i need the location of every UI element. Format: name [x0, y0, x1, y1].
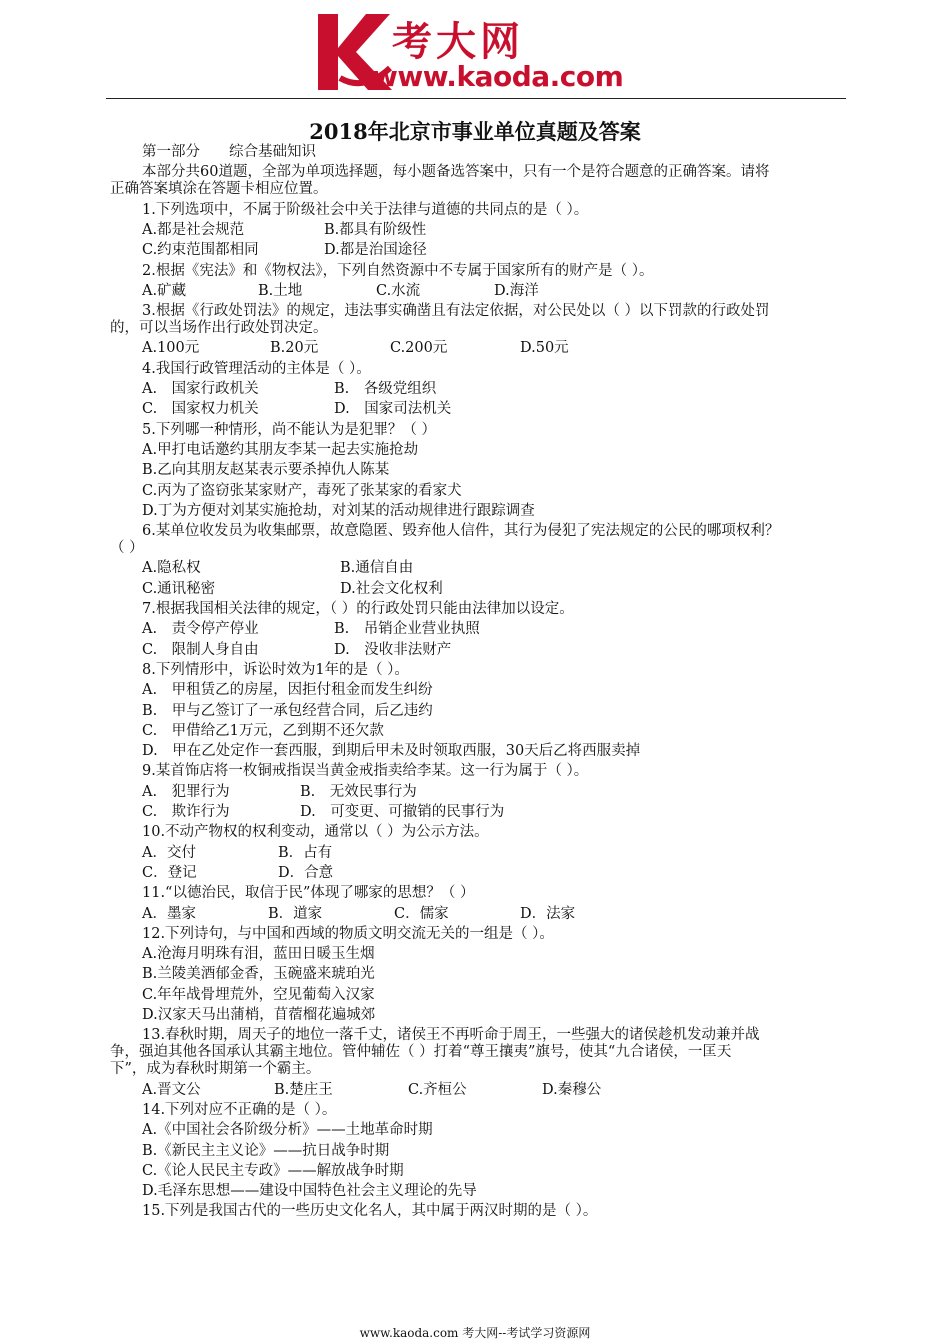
question-stem: 13.春秋时期，周天子的地位一落千丈，诸侯王不再听命于周王，一些强大的诸侯趁机发动兼并战 [142, 1027, 760, 1044]
answer-option: A. 甲租赁乙的房屋，因拒付租金而发生纠纷 [142, 682, 433, 699]
question-stem: 争，强迫其他各国承认其霸主地位。管仲辅佐（ ）打着“尊王攘夷”旗号，使其“九合诸侯，一匡天 [110, 1044, 732, 1061]
answer-option: D. 甲在乙处定作一套西服，到期后甲未及时领取西服，30天后乙将西服卖掉 [142, 743, 641, 760]
answer-option: B.通信自由 [340, 560, 414, 577]
answer-option: A.100元 [142, 340, 200, 357]
answer-option: A.晋文公 [142, 1081, 201, 1098]
answer-option: C．儒家 [394, 905, 449, 922]
question-stem: 10.不动产物权的权利变动，通常以（ ）为公示方法。 [142, 824, 489, 841]
answer-option: A.甲打电话邀约其朋友李某一起去实施抢劫 [142, 441, 419, 458]
answer-option: C. 限制人身自由 [142, 641, 259, 658]
question-stem: 5.下列哪一种情形，尚不能认为是犯罪？（ ） [142, 421, 436, 438]
answer-option: A. 国家行政机关 [142, 381, 259, 397]
answer-option: A. 犯罪行为 [142, 783, 230, 800]
brand-url: www.kaoda.com [372, 60, 624, 93]
answer-option: C.年年战骨埋荒外，空见葡萄入汉家 [142, 986, 375, 1003]
question-stem: 15.下列是我国古代的一些历史文化名人，其中属于两汉时期的是（ ）。 [142, 1203, 598, 1220]
answer-option: C.约束范围都相同 [142, 242, 259, 259]
answer-option: B．占有 [278, 844, 333, 861]
answer-option: C.200元 [390, 340, 448, 357]
question-stem: 3.根据《行政处罚法》的规定，违法事实确凿且有法定依据，对公民处以（ ）以下罚款的行政处罚 [142, 303, 770, 320]
answer-option: B.兰陵美酒郁金香，玉碗盛来琥珀光 [142, 966, 375, 983]
answer-option: A.《中国社会各阶级分析》——土地革命时期 [142, 1122, 433, 1139]
question-stem: 9.某首饰店将一枚铜戒指误当黄金戒指卖给李某。这一行为属于（ ）。 [142, 763, 589, 780]
intro-line: 正确答案填涂在答题卡相应位置。 [110, 181, 328, 198]
question-stem: 4.我国行政管理活动的主体是（ ）。 [142, 360, 371, 377]
answer-option: B. 吊销企业营业执照 [334, 621, 480, 638]
question-stem: 1.下列选项中，不属于阶级社会中关于法律与道德的共同点的是（ ）。 [142, 201, 589, 218]
site-logo [314, 8, 644, 94]
question-stem: 14.下列对应不正确的是（ ）。 [142, 1101, 337, 1118]
question-stem: 8.下列情形中，诉讼时效为1年的是（ ）。 [142, 661, 409, 678]
question-stem: （ ） [110, 540, 144, 557]
question-stem: 下”，成为春秋时期第一个霸主。 [110, 1061, 321, 1078]
answer-option: A.都是社会规范 [142, 221, 245, 238]
answer-option: C.齐桓公 [408, 1081, 467, 1098]
answer-option: D．法家 [520, 905, 576, 922]
answer-option: C.通讯秘密 [142, 580, 216, 597]
question-stem: 2.根据《宪法》和《物权法》，下列自然资源中不专属于国家所有的财产是（ ）。 [142, 262, 654, 279]
intro-line: 本部分共60道题，全部为单项选择题，每小题备选答案中，只有一个是符合题意的正确答案。请将 [142, 164, 770, 181]
part-heading: 第一部分 综合基础知识 [142, 144, 316, 160]
answer-option: C.《论人民民主专政》——解放战争时期 [142, 1162, 404, 1179]
answer-option: B.乙向其朋友赵某表示要杀掉仇人陈某 [142, 462, 390, 479]
answer-option: D.丁为方便对刘某实施抢劫，对刘某的活动规律进行跟踪调查 [142, 502, 535, 519]
answer-option: C．登记 [142, 864, 197, 881]
answer-option: C.丙为了盗窃张某家财产，毒死了张某家的看家犬 [142, 482, 462, 499]
page-title: 2018年北京市事业单位真题及答案 [309, 119, 641, 144]
answer-option: C. 欺诈行为 [142, 804, 230, 820]
question-stem: 的，可以当场作出行政处罚决定。 [110, 320, 328, 337]
question-stem: 11.“以德治民，取信于民”体现了哪家的思想？（ ） [142, 885, 475, 902]
header-divider [106, 98, 846, 99]
answer-option: D.社会文化权利 [340, 580, 443, 597]
answer-option: A．墨家 [142, 905, 196, 922]
answer-option: D.海洋 [494, 282, 539, 299]
page-footer: www.kaoda.com 考大网--考试学习资源网 [359, 1326, 591, 1340]
answer-option: D.都是治国途径 [324, 242, 427, 259]
answer-option: A.隐私权 [142, 560, 201, 577]
question-stem: 12.下列诗句，与中国和西域的物质文明交流无关的一组是（ ）。 [142, 925, 554, 942]
question-stem: 7.根据我国相关法律的规定，（ ）的行政处罚只能由法律加以设定。 [142, 601, 574, 617]
answer-option: C.水流 [376, 282, 421, 299]
answer-option: D. 可变更、可撤销的民事行为 [300, 804, 505, 820]
answer-option: A. 责令停产停业 [142, 621, 259, 638]
answer-option: D．合意 [278, 864, 334, 881]
answer-option: B. 无效民事行为 [300, 783, 417, 800]
brand-name: 考大网 [392, 19, 524, 65]
question-stem: 6.某单位收发员为收集邮票，故意隐匿、毁弃他人信件，其行为侵犯了宪法规定的公民的哪项权利？ [142, 523, 780, 540]
answer-option: B.土地 [258, 282, 303, 299]
answer-option: B.20元 [270, 340, 319, 357]
answer-option: A.矿藏 [142, 282, 187, 299]
answer-option: A．交付 [142, 844, 196, 861]
answer-option: B. 各级党组织 [334, 381, 437, 397]
answer-option: D.毛泽东思想——建设中国特色社会主义理论的先导 [142, 1183, 477, 1200]
answer-option: D. 国家司法机关 [334, 401, 452, 418]
answer-option: D. 没收非法财产 [334, 641, 452, 658]
answer-option: B.《新民主主义论》——抗日战争时期 [142, 1142, 390, 1159]
answer-option: D.秦穆公 [542, 1081, 602, 1098]
answer-option: B.都具有阶级性 [324, 221, 427, 238]
answer-option: B. 甲与乙签订了一承包经营合同，后乙违约 [142, 702, 433, 719]
answer-option: D.汉家天马出蒲梢，苜蓿榴花遍城郊 [142, 1007, 376, 1023]
answer-option: D.50元 [520, 340, 569, 357]
answer-option: B．道家 [268, 905, 323, 922]
answer-option: B.楚庄王 [274, 1081, 333, 1098]
answer-option: C. 国家权力机关 [142, 401, 259, 418]
answer-option: C. 甲借给乙1万元，乙到期不还欠款 [142, 722, 384, 739]
answer-option: A.沧海月明珠有泪，蓝田日暖玉生烟 [142, 946, 375, 963]
